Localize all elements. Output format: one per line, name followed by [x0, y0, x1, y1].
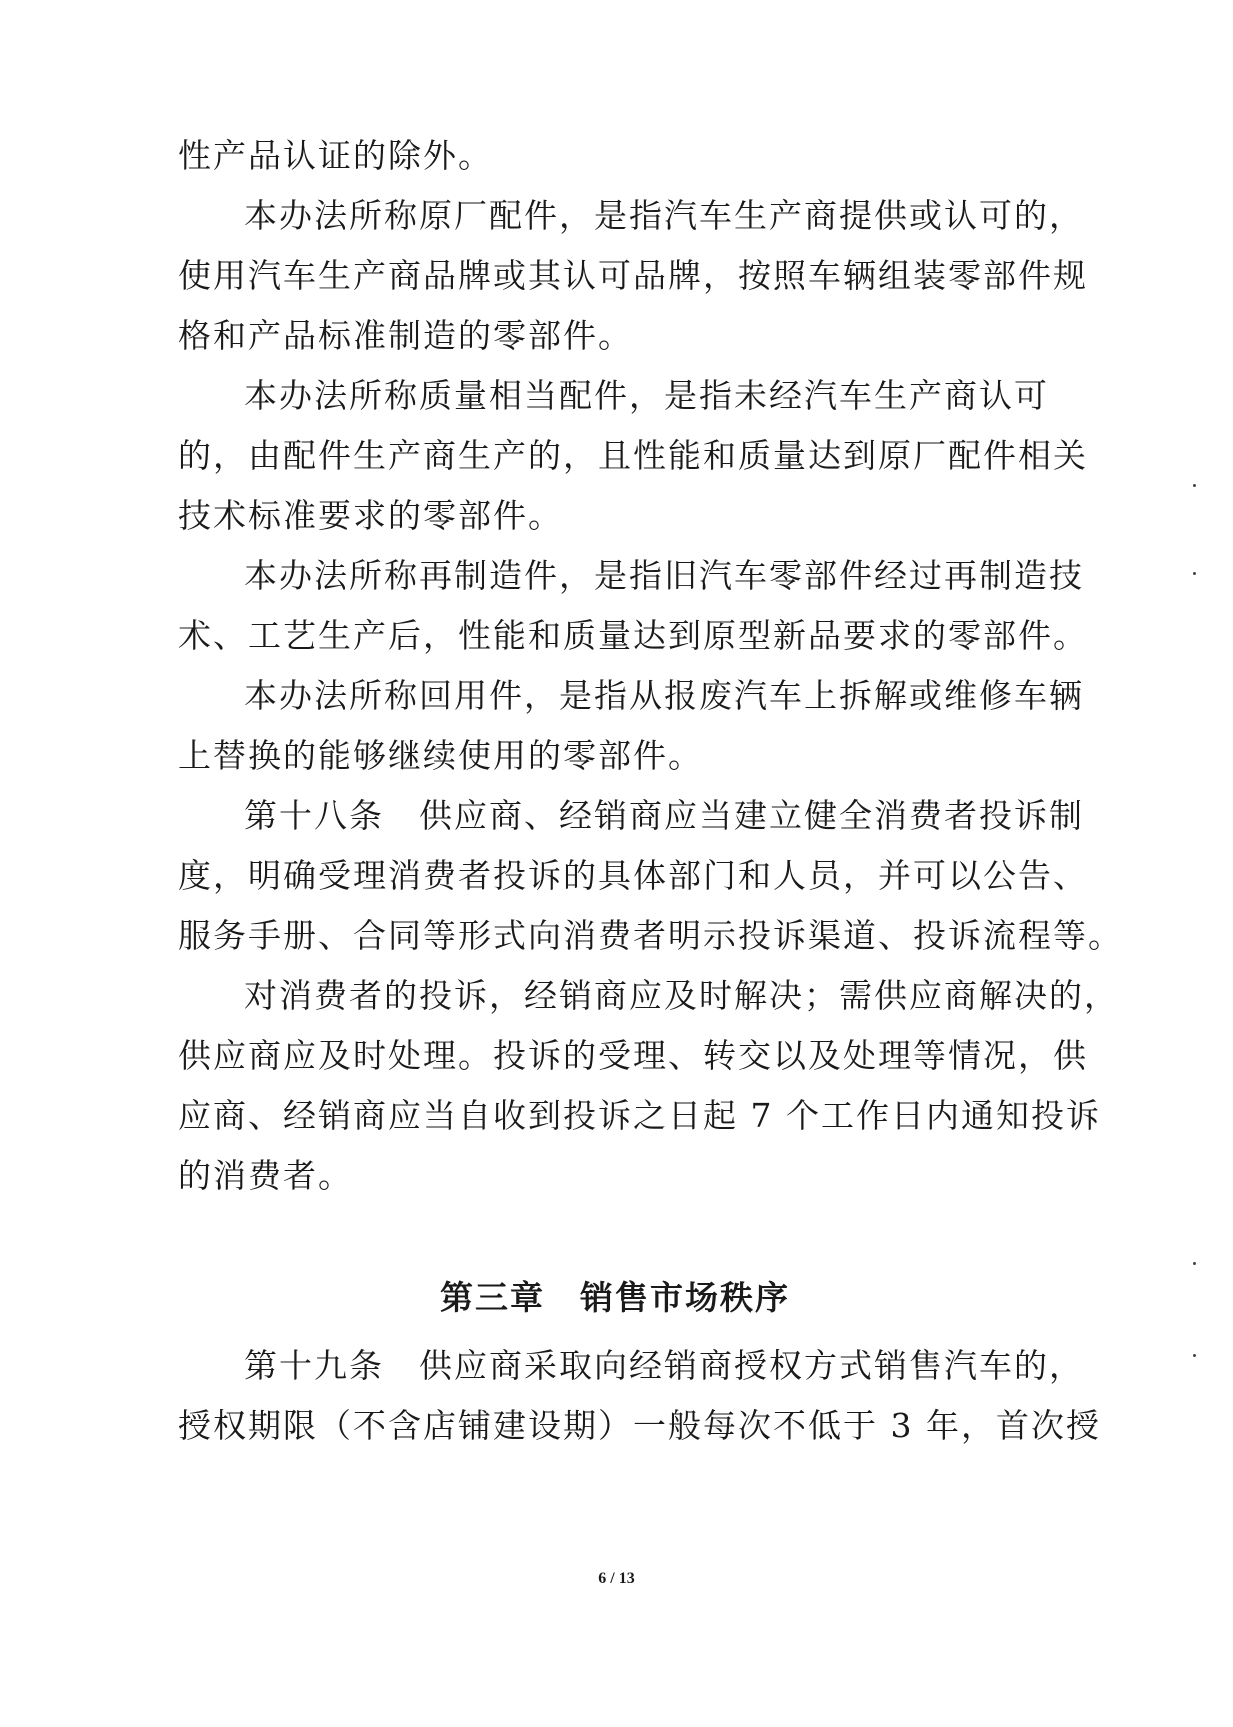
text-line-11: 上替换的能够继续使用的零部件。 — [178, 736, 703, 775]
margin-mark — [1193, 1354, 1196, 1357]
page-number: 6 / 13 — [598, 1570, 635, 1587]
text-line-14: 服务手册、合同等形式向消费者明示投诉渠道、投诉流程等。 — [178, 916, 1123, 955]
text-line-1: 性产品认证的除外。 — [178, 136, 493, 175]
text-line-2: 本办法所称原厂配件，是指汽车生产商提供或认可的， — [244, 196, 1084, 235]
text-line-5: 本办法所称质量相当配件，是指未经汽车生产商认可 — [244, 376, 1049, 415]
text-line-12: 第十八条 供应商、经销商应当建立健全消费者投诉制 — [244, 796, 1084, 835]
text-line-16: 供应商应及时处理。投诉的受理、转交以及处理等情况，供 — [178, 1036, 1088, 1075]
margin-mark — [1193, 1262, 1196, 1265]
text-line-10: 本办法所称回用件，是指从报废汽车上拆解或维修车辆 — [244, 676, 1084, 715]
text-line-9: 术、工艺生产后，性能和质量达到原型新品要求的零部件。 — [178, 616, 1088, 655]
text-line-4: 格和产品标准制造的零部件。 — [178, 316, 633, 355]
text-line-8: 本办法所称再制造件，是指旧汽车零部件经过再制造技 — [244, 556, 1084, 595]
margin-mark — [1193, 572, 1196, 575]
text-line-20: 授权期限（不含店铺建设期）一般每次不低于 3 年，首次授 — [178, 1406, 1101, 1445]
text-line-18: 的消费者。 — [178, 1156, 353, 1195]
text-line-17: 应商、经销商应当自收到投诉之日起 7 个工作日内通知投诉 — [178, 1096, 1101, 1135]
text-line-7: 技术标准要求的零部件。 — [178, 496, 563, 535]
text-line-13: 度，明确受理消费者投诉的具体部门和人员，并可以公告、 — [178, 856, 1088, 895]
text-line-19: 第十九条 供应商采取向经销商授权方式销售汽车的， — [244, 1346, 1084, 1385]
chapter-heading: 第三章 销售市场秩序 — [440, 1278, 790, 1317]
margin-mark — [1193, 484, 1196, 487]
text-line-6: 的，由配件生产商生产的，且性能和质量达到原厂配件相关 — [178, 436, 1088, 475]
text-line-15: 对消费者的投诉，经销商应及时解决；需供应商解决的， — [244, 976, 1119, 1015]
text-line-3: 使用汽车生产商品牌或其认可品牌，按照车辆组装零部件规 — [178, 256, 1088, 295]
